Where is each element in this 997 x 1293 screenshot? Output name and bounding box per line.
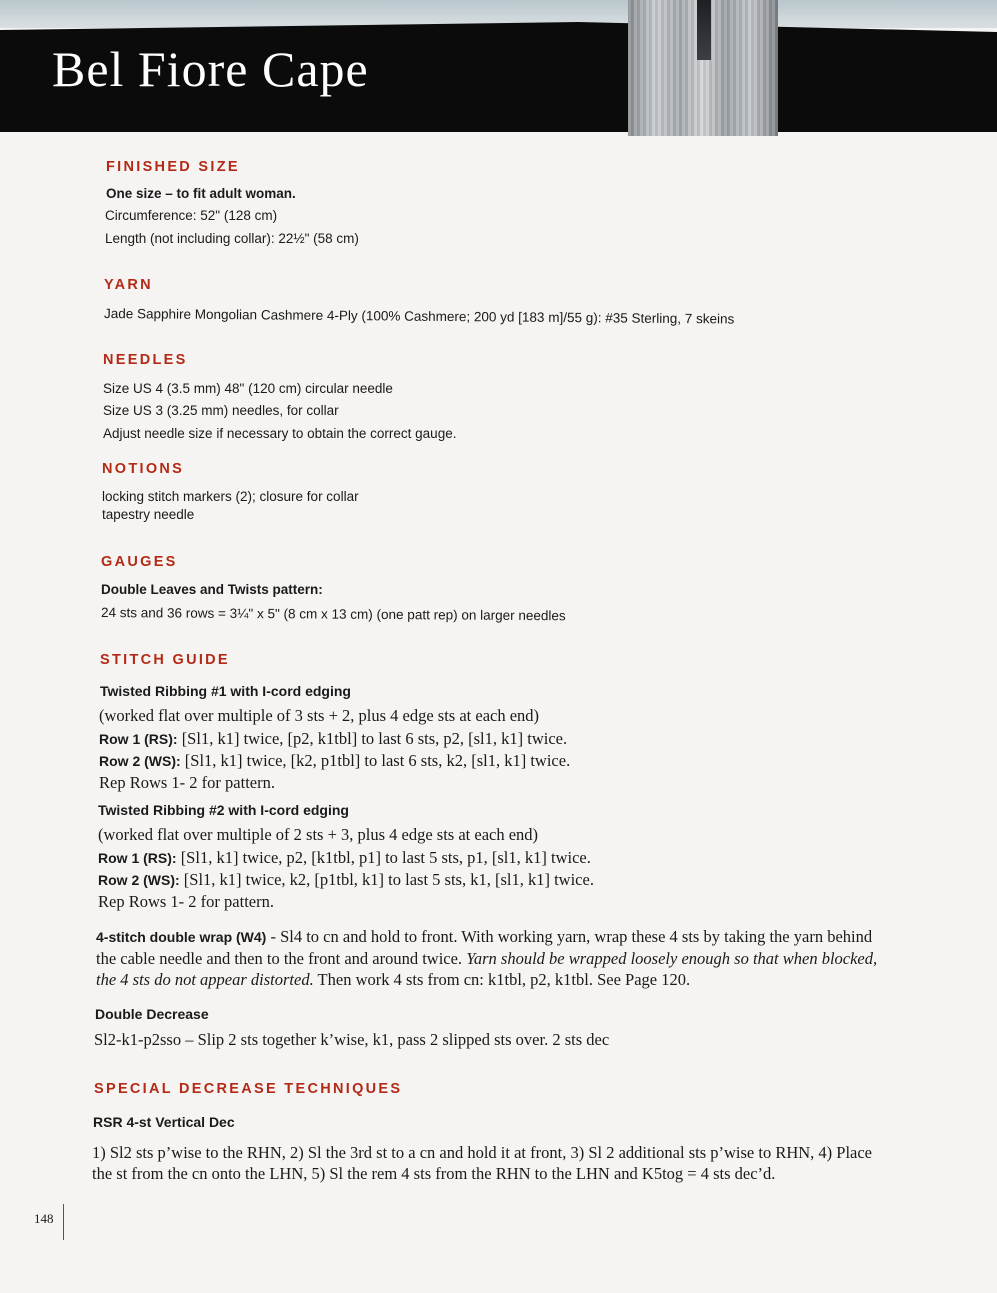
ribbing2-desc: (worked flat over multiple of 2 sts + 3, plus 4 edge sts at each end) <box>98 825 539 844</box>
notions-heading: NOTIONS <box>102 461 185 477</box>
needles-line: Adjust needle size if necessary to obtain the correct gauge. <box>103 426 457 441</box>
ribbing2-title: Twisted Ribbing #2 with I-cord edging <box>98 802 349 818</box>
ribbing1-row1 <box>99 728 567 750</box>
special-decrease-heading: SPECIAL DECREASE TECHNIQUES <box>94 1081 403 1097</box>
double-decrease-title: Double Decrease <box>95 1006 209 1022</box>
title-banner <box>0 0 997 138</box>
row-label: Row 2 (WS): <box>98 872 180 888</box>
row-label: Row 1 (RS): <box>98 850 177 866</box>
yarn-line: Jade Sapphire Mongolian Cashmere 4-Ply (100% Cashmere; 200 yd [183 m]/55 g): #35 Sterling, 7 skeins <box>103 306 735 327</box>
row-text: [Sl1, k1] twice, [k2, p1tbl] to last 6 sts, k2, [sl1, k1] twice. <box>180 751 571 770</box>
ribbing1-title: Twisted Ribbing #1 with I-cord edging <box>100 683 351 699</box>
ribbing2-row1 <box>98 847 591 869</box>
gauges-subhead: Double Leaves and Twists pattern: <box>101 582 323 597</box>
page-number: 148 <box>34 1211 54 1226</box>
ribbing1-rep: Rep Rows 1- 2 for pattern. <box>99 773 275 792</box>
row-text: [Sl1, k1] twice, k2, [p1tbl, k1] to last 5 sts, k1, [sl1, k1] twice. <box>179 870 594 889</box>
notions-line: locking stitch markers (2); closure for collar <box>102 489 359 504</box>
row-text: [Sl1, k1] twice, p2, [k1tbl, p1] to last 5 sts, p1, [sl1, k1] twice. <box>176 848 591 867</box>
special-decrease-subhead: RSR 4-st Vertical Dec <box>93 1114 235 1130</box>
finished-size-line: Length (not including collar): 22½" (58 cm) <box>105 231 359 246</box>
row-label: Row 2 (WS): <box>99 753 181 769</box>
double-decrease-text: Sl2-k1-p2sso – Slip 2 sts together k’wise, k1, pass 2 slipped sts over. 2 sts dec <box>94 1030 610 1049</box>
special-decrease-text: 1) Sl2 sts p’wise to the RHN, 2) Sl the 3rd st to a cn and hold it at front, 3) Sl 2 additional sts p’wise to RHN, 4) Place the st from the cn onto the LHN, 5) Sl the rem 4 sts from the RHN to the LHN and K5tog = 4 sts dec’d. <box>92 1143 873 1183</box>
gauges-line: 24 sts and 36 rows = 3¼" x 5" (8 cm x 13 cm) (one patt rep) on larger needles <box>100 605 566 624</box>
double-wrap-paragraph <box>96 926 896 990</box>
notions-line: tapestry needle <box>102 507 195 522</box>
wrap-label: 4-stitch double wrap (W4) <box>96 929 267 945</box>
needles-line: Size US 4 (3.5 mm) 48" (120 cm) circular needle <box>103 381 393 396</box>
cape-photo-shadow <box>697 0 711 60</box>
gauges-heading: GAUGES <box>101 554 178 570</box>
row-label: Row 1 (RS): <box>99 731 178 747</box>
needles-heading: NEEDLES <box>103 352 188 368</box>
ribbing1-desc: (worked flat over multiple of 3 sts + 2, plus 4 edge sts at each end) <box>99 706 540 725</box>
wrap-note: Yarn should be wrapped loosely enough so that when blocked, the 4 sts do not appear distorted. <box>96 949 878 989</box>
ribbing1-row2 <box>99 750 570 772</box>
ribbing2-row2 <box>98 869 594 891</box>
yarn-heading: YARN <box>104 277 153 293</box>
needles-line: Size US 3 (3.25 mm) needles, for collar <box>103 403 339 418</box>
page-number-divider <box>63 1204 64 1240</box>
stitch-guide-heading: STITCH GUIDE <box>100 652 230 668</box>
ribbing2-rep: Rep Rows 1- 2 for pattern. <box>98 892 274 911</box>
wrap-text: - Sl4 to cn and hold to front. With working yarn, wrap these 4 sts by taking the yarn behind the cable needle and then to the front and around twice. <box>96 927 873 968</box>
finished-size-heading: FINISHED SIZE <box>106 159 240 175</box>
row-text: [Sl1, k1] twice, [p2, k1tbl] to last 6 sts, p2, [sl1, k1] twice. <box>177 729 568 748</box>
wrap-text: Then work 4 sts from cn: k1tbl, p2, k1tbl. See Page 120. <box>313 970 691 989</box>
finished-size-line: Circumference: 52" (128 cm) <box>105 208 278 223</box>
page-title: Bel Fiore Cape <box>52 41 369 97</box>
finished-size-line: One size – to fit adult woman. <box>106 186 296 201</box>
